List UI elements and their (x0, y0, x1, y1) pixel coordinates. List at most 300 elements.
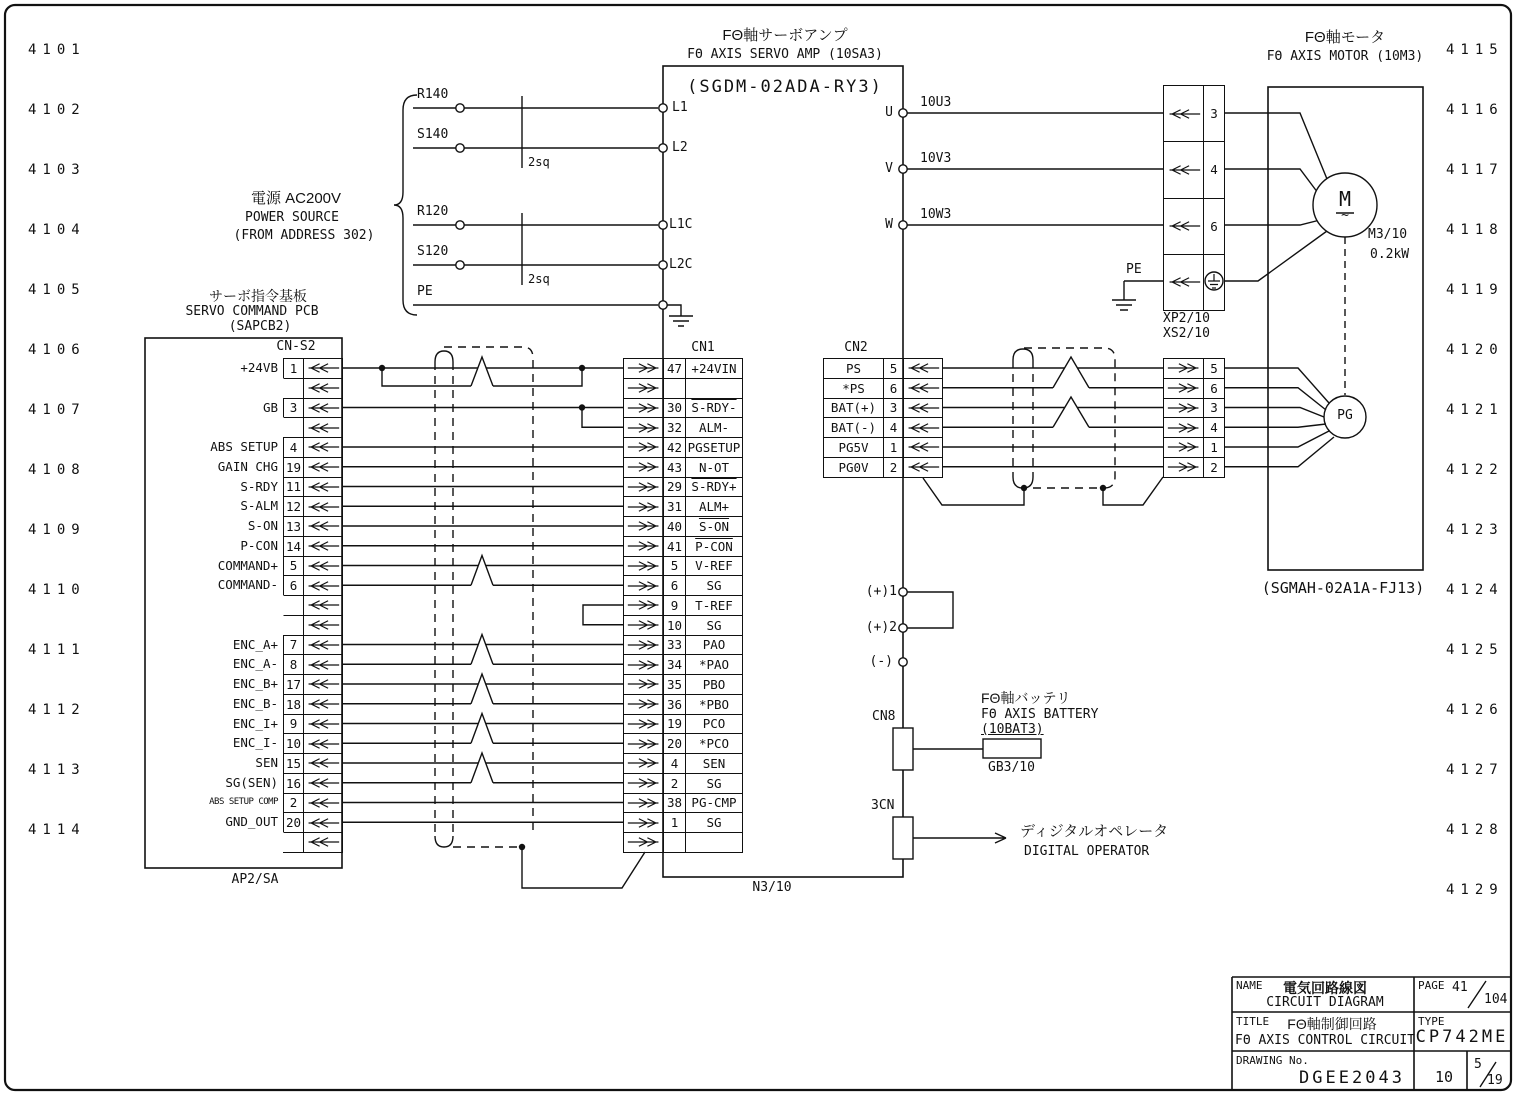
chevron-right-icon (1163, 457, 1203, 477)
chevron-right-icon (623, 733, 663, 753)
cn8-label: CN8 (872, 709, 896, 724)
chevron-left-icon (303, 575, 343, 595)
drawing-no-label: DRAWING No. (1236, 1054, 1309, 1067)
amp-title-jp: FΘ軸サーボアンプ (722, 27, 848, 44)
terminal-l1c: L1C (669, 217, 693, 232)
chevron-right-icon (1163, 437, 1203, 457)
connector-row (1163, 457, 1225, 477)
rev-denominator: 19 (1487, 1073, 1503, 1088)
chevron-left-icon (303, 457, 343, 477)
signal-name (145, 417, 278, 437)
connector-row (623, 635, 743, 655)
signal-name: T-REF (685, 595, 743, 615)
type-value: CP742ME (1415, 1027, 1509, 1047)
signal-name: SG (685, 773, 743, 793)
signal-name: ENC_A+ (232, 636, 278, 652)
pin-number: 30 (663, 398, 685, 418)
pcb-footer-label: AP2/SA (231, 872, 279, 887)
connector-row (283, 358, 343, 378)
pin-number: 19 (283, 457, 303, 477)
connector-row (623, 753, 743, 773)
signal-name: PCO (685, 714, 743, 734)
signal-name: P-CON (240, 537, 278, 553)
address-number: 4102 (28, 102, 86, 118)
chevron-left-icon (903, 378, 943, 398)
signal-name: SG (685, 812, 743, 832)
chevron-left-icon (303, 793, 343, 813)
chevron-left-icon (1163, 254, 1203, 310)
chevron-left-icon (303, 556, 343, 576)
terminal-plus1: (+)1 (865, 584, 897, 599)
chevron-right-icon (623, 674, 663, 694)
signal-name: ABS SETUP (210, 439, 278, 454)
wire-label-r120: R120 (417, 204, 449, 219)
connector-row (623, 674, 743, 694)
address-number: 4112 (28, 702, 86, 718)
titleblock-name-label: NAME (1236, 979, 1263, 992)
connector-row (283, 635, 343, 655)
connector-row (623, 793, 743, 813)
chevron-right-icon (623, 635, 663, 655)
pin-number: 5 (883, 358, 903, 378)
chevron-right-icon (1163, 358, 1203, 378)
chevron-right-icon (623, 457, 663, 477)
connector-row (283, 714, 343, 734)
signal-name: +24VIN (685, 358, 743, 378)
address-number: 4110 (28, 582, 86, 598)
motor-rating-2: 0.2kW (1370, 247, 1410, 262)
signal-name: ENC_I+ (232, 715, 278, 731)
connector-row (1163, 417, 1225, 437)
address-number: 4104 (28, 222, 86, 238)
signal-name: S-RDY- (685, 398, 743, 418)
pcb-title-jp: サーボ指令基板 (209, 288, 307, 304)
address-number: 4103 (28, 162, 86, 178)
signal-name: PG-CMP (685, 793, 743, 813)
connector-row (623, 595, 743, 615)
signal-name: *PBO (685, 694, 743, 714)
connector-row (283, 496, 343, 516)
signal-name: +24VB (240, 360, 278, 375)
connector-row (623, 457, 743, 477)
pin-number: 10 (283, 733, 303, 753)
signal-name (145, 595, 278, 615)
digital-operator-en: DIGITAL OPERATOR (1024, 844, 1150, 859)
signal-name: ENC_B+ (232, 676, 278, 691)
pin-number: 7 (283, 635, 303, 655)
connector-row (823, 457, 943, 477)
chevron-right-icon (623, 536, 663, 556)
pin-number: 4 (663, 753, 685, 773)
connector-row (623, 733, 743, 753)
signal-name: BAT(-) (823, 417, 883, 437)
chevron-left-icon (303, 595, 343, 615)
chevron-left-icon (303, 358, 343, 378)
address-number: 4124 (1446, 582, 1504, 598)
chevron-left-icon (303, 536, 343, 556)
pin-number: 9 (663, 595, 685, 615)
address-number: 4113 (28, 762, 86, 778)
connector-row (823, 398, 943, 418)
pin-number: 31 (663, 496, 685, 516)
connector-row (623, 417, 743, 437)
signal-name: PG5V (823, 437, 883, 457)
chevron-right-icon (623, 575, 663, 595)
chevron-left-icon (1163, 85, 1203, 141)
pin-number: 3 (283, 398, 303, 418)
pin-number: 20 (283, 812, 303, 832)
pin-number: 19 (663, 714, 685, 734)
chevron-right-icon (623, 398, 663, 418)
terminal-v: V (885, 161, 893, 176)
pin-number: 3 (883, 398, 903, 418)
pin-number: 1 (1203, 437, 1225, 457)
connector-row (283, 457, 343, 477)
signal-name: S-RDY+ (685, 477, 743, 497)
chevron-right-icon (623, 615, 663, 635)
chevron-left-icon (303, 398, 343, 418)
connector-row (283, 733, 343, 753)
connector-row (283, 793, 343, 813)
pin-number: 36 (663, 694, 685, 714)
connector-row (623, 654, 743, 674)
address-number: 4121 (1446, 402, 1504, 418)
chevron-left-icon (303, 635, 343, 655)
terminal-l2c: L2C (669, 257, 693, 272)
pin-number: 15 (283, 753, 303, 773)
signal-name (145, 615, 278, 635)
pin-number: 6 (1203, 378, 1225, 398)
pin-number: 8 (283, 654, 303, 674)
signal-name: S-ALM (240, 498, 278, 514)
signal-name: SG(SEN) (225, 774, 278, 790)
address-number: 4128 (1446, 822, 1504, 838)
pin-number: 4 (1203, 417, 1225, 437)
pin-number: 42 (663, 437, 685, 457)
pe-label-right: PE (1126, 262, 1142, 277)
address-number: 4117 (1446, 162, 1504, 178)
connector-row (1163, 254, 1225, 310)
pin-number: 41 (663, 536, 685, 556)
connector-row (823, 417, 943, 437)
chevron-left-icon (303, 496, 343, 516)
wire-label-10w3: 10W3 (920, 207, 952, 222)
battery-wire-label: GB3/10 (988, 760, 1035, 775)
terminal-l2: L2 (672, 140, 688, 155)
xp2-connector (1163, 85, 1225, 311)
signal-name: SG (685, 575, 743, 595)
pin-number (283, 378, 303, 398)
connector-row (1163, 437, 1225, 457)
chevron-left-icon (1163, 141, 1203, 197)
cn1-connector (623, 358, 743, 853)
motor-model: (SGMAH-02A1A-FJ13) (1261, 579, 1425, 597)
signal-name: *PCO (685, 733, 743, 753)
connector-row (283, 595, 343, 615)
chevron-left-icon (303, 378, 343, 398)
signal-name: ENC_B- (232, 695, 278, 711)
pin-number: 17 (283, 674, 303, 694)
pg-symbol: PG (1337, 408, 1353, 423)
address-number: 4120 (1446, 342, 1504, 358)
cns2-connector (283, 358, 343, 853)
signal-name: SEN (685, 753, 743, 773)
pin-number (283, 832, 303, 852)
connector-row (623, 832, 743, 852)
pin-number: 38 (663, 793, 685, 813)
pg-connector (1163, 358, 1225, 478)
power-source-en: POWER SOURCE (245, 210, 339, 225)
amp-model: (SGDM-02ADA-RY3) (687, 77, 883, 97)
pin-number: 2 (283, 793, 303, 813)
chevron-right-icon (623, 753, 663, 773)
address-number: 4105 (28, 282, 86, 298)
connector-row (623, 516, 743, 536)
signal-name: S-ON (685, 516, 743, 536)
pin-number: 43 (663, 457, 685, 477)
xs2-label: XS2/10 (1163, 326, 1210, 341)
chevron-left-icon (303, 417, 343, 437)
battery-title-jp: FΘ軸バッテリ (981, 690, 1071, 706)
chevron-left-icon (303, 654, 343, 674)
signal-name: PG0V (823, 457, 883, 477)
address-number: 4114 (28, 822, 86, 838)
connector-row (623, 694, 743, 714)
connector-row (283, 437, 343, 457)
signal-name: PBO (685, 674, 743, 694)
address-number: 4108 (28, 462, 86, 478)
signal-name: *PAO (685, 654, 743, 674)
chevron-right-icon (623, 832, 663, 852)
pin-number (663, 832, 685, 852)
connector-row (1163, 378, 1225, 398)
address-number: 4123 (1446, 522, 1504, 538)
wire-label-n3-10: N3/10 (752, 880, 792, 895)
pin-number: 5 (283, 556, 303, 576)
terminal-plus2: (+)2 (865, 620, 897, 635)
cns2-signal-list (145, 358, 278, 852)
pin-number: 2 (1203, 457, 1225, 477)
pin-number: 47 (663, 358, 685, 378)
connector-row (283, 556, 343, 576)
pin-number: 12 (283, 496, 303, 516)
pin-number: 3 (1203, 85, 1225, 141)
chevron-right-icon (623, 477, 663, 497)
wire-label-s120: S120 (417, 244, 449, 259)
chevron-right-icon (623, 654, 663, 674)
chevron-right-icon (623, 714, 663, 734)
power-source-jp: 電源 AC200V (250, 190, 342, 207)
pin-number: 18 (283, 694, 303, 714)
titleblock-title-en: FΘ AXIS CONTROL CIRCUIT (1234, 1033, 1416, 1048)
cn2-connector-label: CN2 (844, 340, 868, 355)
motor-title-en: FΘ AXIS MOTOR (10M3) (1266, 49, 1424, 64)
connector-row (283, 654, 343, 674)
titleblock-name-jp: 電気回路線図 (1283, 980, 1367, 996)
pin-number: 40 (663, 516, 685, 536)
address-column-right (1446, 20, 1504, 920)
cn2-connector (823, 358, 943, 478)
terminal-w: W (885, 217, 893, 232)
connector-row (623, 477, 743, 497)
chevron-right-icon (1163, 417, 1203, 437)
connector-row (1163, 85, 1225, 141)
address-number: 4129 (1446, 882, 1504, 898)
wire-label-s140: S140 (417, 127, 449, 142)
signal-name: V-REF (685, 556, 743, 576)
amp-title-en: FΘ AXIS SERVO AMP (10SA3) (687, 47, 883, 62)
chevron-left-icon (303, 516, 343, 536)
wire-size-1: 2sq (528, 155, 550, 169)
pin-number: 9 (283, 714, 303, 734)
connector-row (283, 753, 343, 773)
address-number: 4118 (1446, 222, 1504, 238)
chevron-right-icon (623, 556, 663, 576)
connector-row (283, 398, 343, 418)
pin-number: 6 (283, 575, 303, 595)
signal-name: ENC_I- (232, 735, 278, 751)
motor-title-jp: FΘ軸モータ (1304, 29, 1386, 46)
chevron-left-icon (303, 773, 343, 793)
pin-number: 11 (283, 477, 303, 497)
pin-number: 32 (663, 417, 685, 437)
connector-row (823, 437, 943, 457)
connector-row (283, 477, 343, 497)
pin-number: 6 (883, 378, 903, 398)
cns2-connector-label: CN-S2 (276, 339, 316, 354)
pin-number (283, 417, 303, 437)
connector-row (823, 378, 943, 398)
pin-number: 1 (883, 437, 903, 457)
address-number: 4111 (28, 642, 86, 658)
pin-number: 3 (1203, 398, 1225, 418)
connector-row (823, 358, 943, 378)
connector-row (283, 615, 343, 635)
terminal-l1: L1 (672, 100, 688, 115)
wire-size-2: 2sq (528, 272, 550, 286)
titleblock-name-en: CIRCUIT DIAGRAM (1266, 995, 1384, 1010)
signal-name: COMMAND+ (217, 557, 278, 573)
signal-name: S-ON (247, 518, 278, 533)
chevron-left-icon (303, 615, 343, 635)
connector-row (623, 437, 743, 457)
signal-name: *PS (823, 378, 883, 398)
signal-name: ALM- (685, 417, 743, 437)
pin-number: 5 (1203, 358, 1225, 378)
pin-number (1203, 254, 1225, 310)
chevron-right-icon (623, 773, 663, 793)
pin-number: 10 (663, 615, 685, 635)
address-number: 4101 (28, 42, 86, 58)
connector-row (283, 575, 343, 595)
chevron-right-icon (623, 417, 663, 437)
connector-row (623, 556, 743, 576)
address-number: 4127 (1446, 762, 1504, 778)
signal-name: N-OT (685, 457, 743, 477)
titleblock-type-label: TYPE (1418, 1015, 1445, 1028)
pin-number: 1 (283, 358, 303, 378)
connector-row (283, 812, 343, 832)
pin-number: 34 (663, 654, 685, 674)
signal-name (685, 832, 743, 852)
signal-name: GAIN CHG (217, 458, 278, 474)
pin-number: 6 (1203, 198, 1225, 254)
chevron-left-icon (903, 398, 943, 418)
connector-row (283, 536, 343, 556)
pin-number: 35 (663, 674, 685, 694)
chevron-left-icon (903, 457, 943, 477)
address-number: 4106 (28, 342, 86, 358)
xp2-label: XP2/10 (1163, 311, 1210, 326)
titleblock-page-label: PAGE (1418, 979, 1445, 992)
chevron-left-icon (1163, 198, 1203, 254)
cn3-label: 3CN (871, 798, 895, 813)
pin-number: 4 (883, 417, 903, 437)
pin-number: 16 (283, 773, 303, 793)
titleblock-title-jp: FΘ軸制御回路 (1287, 1016, 1377, 1032)
chevron-left-icon (303, 733, 343, 753)
address-number: 4125 (1446, 642, 1504, 658)
connector-row (623, 615, 743, 635)
signal-name: BAT(+) (823, 398, 883, 418)
connector-row (623, 714, 743, 734)
pin-number: 20 (663, 733, 685, 753)
address-number: 4116 (1446, 102, 1504, 118)
digital-operator-jp: ディジタルオペレータ (1020, 823, 1169, 840)
chevron-right-icon (623, 516, 663, 536)
signal-name: GND_OUT (225, 814, 278, 830)
signal-name: PGSETUP (685, 437, 743, 457)
pcb-title-en: SERVO COMMAND PCB (185, 304, 319, 319)
terminal-minus: (-) (869, 654, 893, 669)
power-source-from: (FROM ADDRESS 302) (233, 228, 375, 243)
chevron-left-icon (303, 674, 343, 694)
chevron-right-icon (623, 694, 663, 714)
pin-number (283, 595, 303, 615)
connector-row (623, 812, 743, 832)
connector-row (283, 674, 343, 694)
pin-number: 6 (663, 575, 685, 595)
signal-name: S-RDY (240, 478, 278, 494)
signal-name: ABS SETUP COMP (209, 796, 278, 807)
chevron-right-icon (1163, 398, 1203, 418)
connector-row (623, 378, 743, 398)
connector-row (623, 398, 743, 418)
chevron-right-icon (623, 812, 663, 832)
signal-name (145, 378, 278, 398)
address-number: 4119 (1446, 282, 1504, 298)
signal-name: SG (685, 615, 743, 635)
chevron-left-icon (903, 358, 943, 378)
pin-number: 13 (283, 516, 303, 536)
pin-number: 2 (883, 457, 903, 477)
connector-row (1163, 398, 1225, 418)
connector-row (623, 496, 743, 516)
signal-name: ALM+ (685, 496, 743, 516)
page-denominator: 104 (1484, 992, 1508, 1007)
drawing-no-value: DGEE2043 (1299, 1068, 1405, 1088)
sheet-number: 10 (1434, 1068, 1454, 1086)
address-number: 4109 (28, 522, 86, 538)
signal-name: COMMAND- (217, 577, 278, 593)
rev-numerator: 5 (1474, 1057, 1482, 1072)
connector-row (283, 516, 343, 536)
connector-row (623, 358, 743, 378)
connector-row (623, 773, 743, 793)
address-number: 4126 (1446, 702, 1504, 718)
signal-name: ENC_A- (232, 656, 278, 672)
wire-label-10u3: 10U3 (920, 95, 952, 110)
